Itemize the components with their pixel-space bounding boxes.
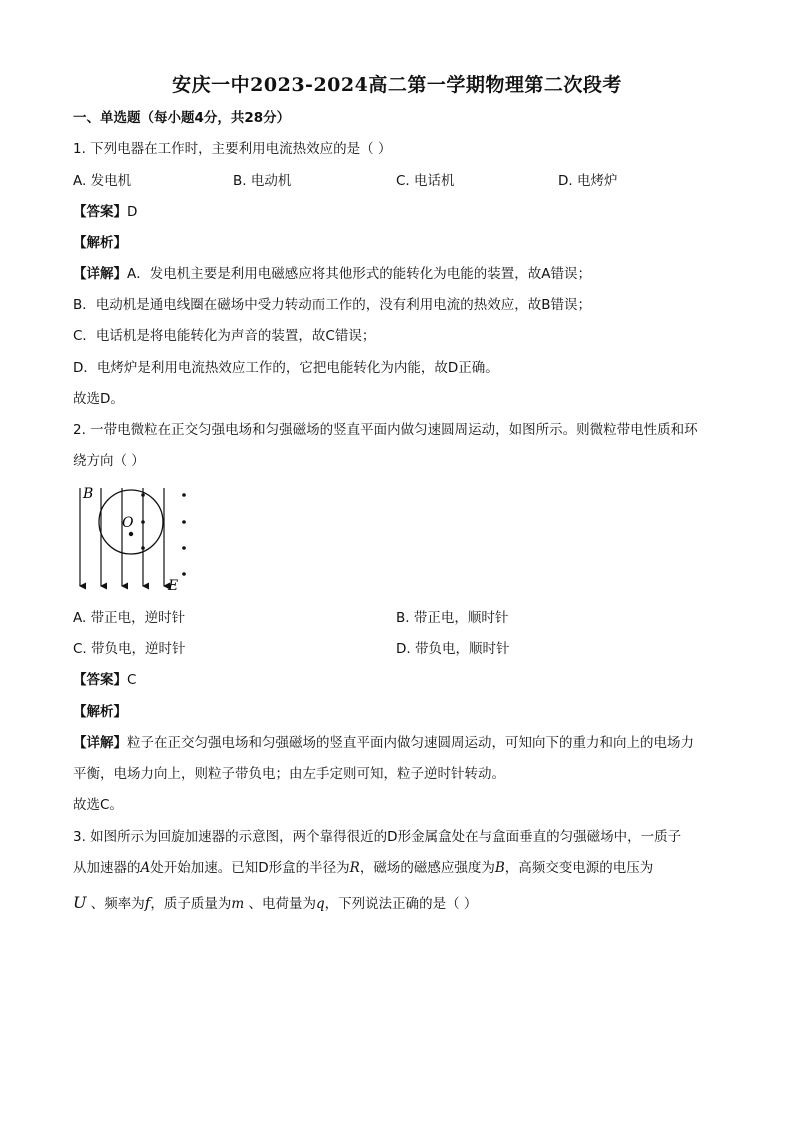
q2-option-a: A. 带正电，逆时针 bbox=[73, 610, 186, 626]
field-dot bbox=[182, 520, 186, 524]
q2-stem-line-1: 2. 一带电微粒在正交匀强电场和匀强磁场的竖直平面内做匀速圆周运动，如图所示。则微粒带电性质和环 bbox=[73, 422, 698, 438]
q3-stem-line-1: 3. 如图所示为回旋加速器的示意图，两个靠得很近的D形金属盒处在与盒面垂直的匀强磁场中，一质子 bbox=[73, 829, 682, 845]
q1-detail-line-1 bbox=[73, 264, 591, 284]
field-dot bbox=[182, 572, 186, 576]
answer-tag: 【答案】 bbox=[73, 672, 127, 688]
q2-option-d: D. 带负电，顺时针 bbox=[396, 641, 510, 657]
text: 处开始加速。已知D形盒的半径为 bbox=[150, 860, 350, 876]
detail-tag: 【详解】 bbox=[73, 266, 127, 282]
answer-value: D bbox=[127, 204, 138, 220]
q1-option-c: C. 电话机 bbox=[396, 173, 455, 189]
label-o: O bbox=[122, 515, 134, 531]
field-dot bbox=[141, 520, 145, 524]
magnetic-field-dots bbox=[129, 493, 186, 576]
q2-answer bbox=[73, 670, 136, 690]
q3-stem-line-3 bbox=[73, 893, 477, 914]
q3-stem-line-2 bbox=[73, 858, 653, 878]
q2-conclusion: 故选C。 bbox=[73, 797, 123, 813]
q1-detail-line-2: B．电动机是通电线圈在磁场中受力转动而工作的，没有利用电流的热效应，故B错误； bbox=[73, 297, 592, 313]
q2-stem-line-2: 绕方向（ ） bbox=[73, 453, 145, 469]
q1-stem: 1. 下列电器在工作时，主要利用电流热效应的是（ ） bbox=[73, 141, 392, 157]
symbol-u: U bbox=[73, 893, 87, 912]
q2-option-c: C. 带负电，逆时针 bbox=[73, 641, 186, 657]
q1-option-a: A. 发电机 bbox=[73, 173, 132, 189]
symbol-m: m bbox=[231, 896, 245, 912]
text: 、电荷量为 bbox=[244, 896, 316, 912]
text: ，质子质量为 bbox=[150, 896, 232, 912]
field-dot bbox=[182, 546, 186, 550]
q1-detail-line-4: D．电烤炉是利用电流热效应工作的，它把电能转化为内能，故D正确。 bbox=[73, 360, 499, 376]
symbol-r: R bbox=[349, 860, 360, 876]
text: 、频率为 bbox=[86, 896, 145, 912]
symbol-q: q bbox=[315, 896, 325, 912]
center-point bbox=[129, 532, 133, 536]
q1-conclusion: 故选D。 bbox=[73, 391, 124, 407]
q2-option-b: B. 带正电，顺时针 bbox=[396, 610, 509, 626]
text: ，磁场的磁感应强度为 bbox=[359, 860, 495, 876]
q2-detail-line-1 bbox=[73, 733, 694, 753]
section-heading: 一、单选题（每小题4分，共28分） bbox=[73, 110, 291, 126]
label-b: B bbox=[83, 486, 94, 502]
detail-tag: 【详解】 bbox=[73, 735, 127, 751]
text: 从加速器的 bbox=[73, 860, 141, 876]
text: ，下列说法正确的是（ ） bbox=[324, 896, 478, 912]
q1-option-d: D. 电烤炉 bbox=[558, 173, 618, 189]
symbol-f: f bbox=[144, 894, 151, 912]
field-diagram bbox=[72, 482, 202, 594]
field-dot bbox=[182, 493, 186, 497]
q1-answer bbox=[73, 202, 137, 222]
answer-tag: 【答案】 bbox=[73, 204, 127, 220]
label-e: E bbox=[168, 578, 179, 594]
q1-option-b: B. 电动机 bbox=[233, 173, 292, 189]
q1-detail-line-3: C．电话机是将电能转化为声音的装置，故C错误； bbox=[73, 328, 376, 344]
text: ，高频交变电源的电压为 bbox=[504, 860, 654, 876]
symbol-b: B bbox=[494, 860, 505, 876]
q1-analysis-tag: 【解析】 bbox=[73, 235, 127, 251]
field-dot bbox=[141, 546, 145, 550]
electric-field-lines bbox=[80, 488, 164, 586]
field-dot bbox=[141, 493, 145, 497]
page-title: 安庆一中2023-2024高二第一学期物理第二次段考 bbox=[172, 74, 622, 96]
answer-value: C bbox=[127, 672, 137, 688]
q2-detail-line-2: 平衡，电场力向上，则粒子带负电；由左手定则可知，粒子逆时针转动。 bbox=[73, 766, 505, 782]
detail-text: 粒子在正交匀强电场和匀强磁场的竖直平面内做匀速圆周运动，可知向下的重力和向上的电场力 bbox=[127, 735, 694, 751]
detail-text: A．发电机主要是利用电磁感应将其他形式的能转化为电能的装置，故A错误； bbox=[127, 266, 591, 282]
q2-analysis-tag: 【解析】 bbox=[73, 704, 127, 720]
symbol-a: A bbox=[140, 860, 151, 876]
